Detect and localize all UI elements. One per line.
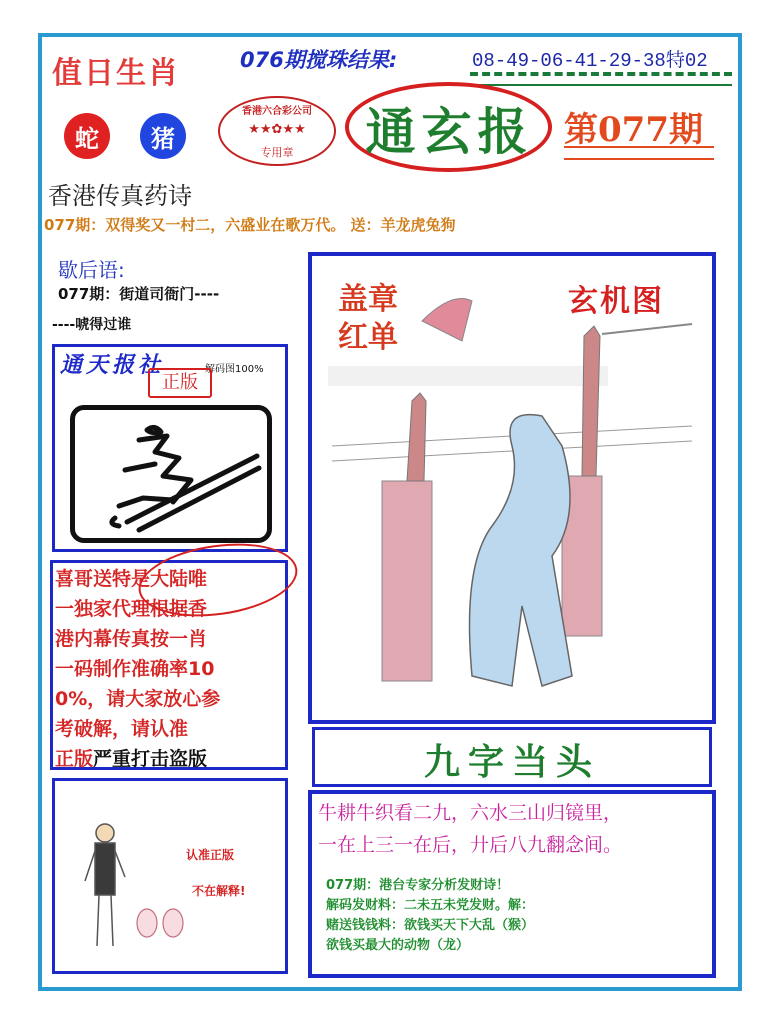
poem-line-1: 牛耕牛织看二九，六水三山归镜里， [318,802,623,824]
company-seal-name: 香港六合彩公司 [242,106,312,117]
jiuzi-title: 九字当头 [423,741,600,783]
analysis-line-3: 赌送钱钱料：欲钱买天下大乱（猴） [326,918,535,933]
promo-zhengban: 正版 [55,748,94,770]
promo-line-5: 0%，请大家放心参 [55,688,221,710]
tongtian-title: 通天报社 [60,353,165,378]
stamp-text-1: 盖章 [338,282,398,317]
zodiac-pig-badge: 猪 [140,113,186,159]
puzzle-picture-title: 玄机图 [568,284,664,319]
promo-line-3: 港内幕传真按一肖 [55,628,208,650]
yaoshi-title: 香港传真药诗 [48,182,192,210]
xiehou-line-2: ----唬得过谁 [52,317,132,333]
result-label: 076期搅珠结果: [240,48,398,72]
promo-line-2: 一独家代理根据香 [55,598,208,620]
stamp-text-2: 红单 [338,320,398,355]
promo-line-1: 喜哥送特是大陆唯 [55,568,208,590]
skier-symbol-icon [75,410,267,538]
paper-title: 通玄报 [365,102,534,161]
analysis-line-1: 077期：港台专家分析发财诗！ [326,878,510,893]
promo-text [55,564,283,774]
promo-line-4: 一码制作准确率10 [55,658,215,680]
decode-symbol-frame [70,405,272,543]
bottom-left-box [52,778,288,974]
promo-line-7 [55,744,283,774]
xiehou-line-1: 077期：街道司衙门---- [58,285,220,303]
cartoon-figure-icon [75,811,195,961]
promo-anti-piracy: 严重打击盗版 [93,748,208,770]
yaoshi-line: 077期：双得奖又一村二，六盛业在歌万代。 送：羊龙虎兔狗 [44,216,456,234]
bottom-left-text-1: 认准正版 [186,848,235,862]
zodiac-snake-badge: 蛇 [64,113,110,159]
zhengban-stamp: 正版 [148,368,212,398]
result-underline [470,84,732,86]
analysis-line-2: 解码发财料：二未五未党发财。解： [326,898,535,913]
issue-number: 第077期 [564,110,703,150]
daily-zodiac-label: 值日生肖 [52,56,180,91]
promo-line-6: 考破解，请认准 [55,718,189,740]
analysis-line-4: 欲钱买最大的动物（龙） [326,938,470,953]
company-seal-label: 专用章 [260,146,294,159]
result-dash-divider [470,72,732,76]
xiehou-title: 歇后语: [58,258,125,282]
bottom-left-text-2: 不在解释! [192,884,246,898]
result-value: 08-49-06-41-29-38特02 [472,50,708,72]
poem-line-2: 一在上三一在后，廾后八九翻念间。 [318,834,623,856]
issue-underline [564,146,714,160]
company-seal-stars: ★★✿★★ [248,122,306,137]
tongtian-tag: 解码图100% [205,364,264,375]
